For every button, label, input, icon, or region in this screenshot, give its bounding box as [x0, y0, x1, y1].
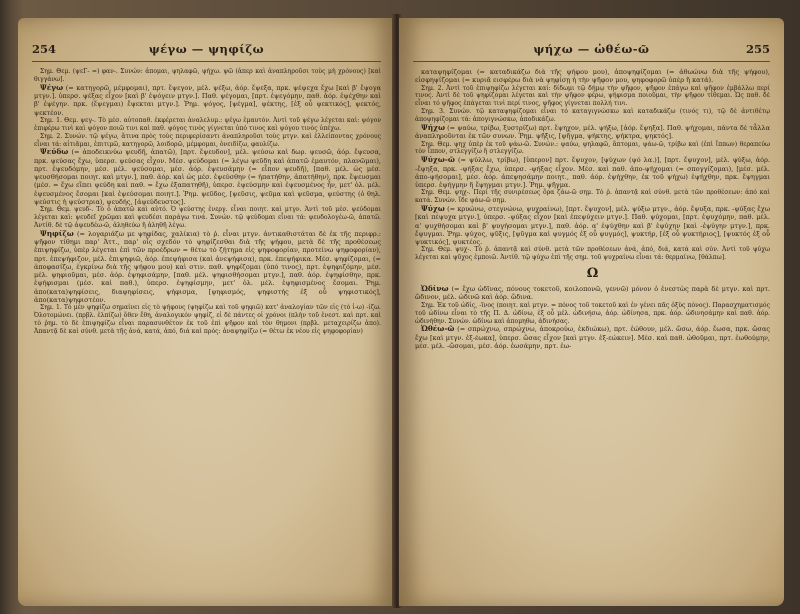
paragraph-text: (= ψαύω, τρίβω, ξυστρίζω) πρτ. ἔψηχον, μέλ. ψήξω, [ἀόρ. ἔψηξα]. Παθ. ψήχομαι, πάντα δὲ τἆλλα ἀναπληροῦνται ἐκ τῶν συνων. Ῥημ. ψῆξις, [ψῆγμα, ψήκτης, ψήκτρα, ψηκτός].	[415, 124, 770, 141]
dictionary-entry	[34, 230, 381, 304]
entry-headword: Ψύχω	[421, 204, 445, 214]
entry-headword: Ψέγω	[40, 82, 64, 92]
dictionary-entry	[415, 124, 770, 141]
paragraph-text: Σημ. Θεμ. ψευδ-. Τὸ ὁ ἀπατῶ καὶ αὐτό. Ὁ ψεύστης ἐνεργ. εἶναι ποιητ. καὶ μτγν. Ἀντὶ τοῦ μέσ. ψεύδομαι λέγεται καὶ: ψευδεῖ χρῶμαι καὶ ψευδέσι παράγω τινά. Συνών. τῷ ψεύδομαι εἶναι τά: ψευδολογέω-ῶ, ἀπατῶ. Ἀντίθ. δὲ τῷ ἀψευδέω-ῶ, ἀληθεύω ἢ ἀληθῆ λέγω.	[34, 206, 381, 229]
entry-note	[34, 206, 381, 230]
left-header-rule	[32, 61, 381, 62]
entry-note	[415, 141, 770, 157]
right-page-header	[413, 42, 770, 62]
right-page-number: 255	[745, 42, 770, 56]
right-header-rule	[413, 61, 770, 62]
entry-note	[415, 108, 770, 124]
left-page	[18, 18, 395, 606]
entry-headword: Ψύχω-ῶ	[421, 155, 455, 165]
paragraph-text: Σημ. 2. Συνών. τῷ ψέγω, ἄτινα πρὸς τοὺς περιφερίσαντι ἀναπληροῦσι τοὺς μτγν. καὶ ἐλλείποντας χρόνους εἶναι τά: αἰτιᾶμαι, ἐπιτιμῶ, κατηγορῶ, λοιδορῶ, μέμφομαι, ὀνειδίζω, φαυλίζω.	[34, 132, 381, 148]
section-letter-heading: Ω	[586, 266, 599, 282]
dictionary-entry	[415, 285, 770, 302]
entry-note	[34, 133, 381, 149]
left-page-number: 254	[32, 42, 57, 56]
paragraph-text: (= ἔχω ὠδῖνας, πόνους τοκετοῦ, κοιλοπονῶ, γεννῶ) μόνον ὁ ἐνεστὼς παρὰ δὲ μτγν. καὶ πρτ. ὤδινον, μέλ. ὠδινῶ καὶ ἀόρ. ὤδινα.	[415, 285, 770, 302]
left-running-head: ψέγω — ψηφίζω	[148, 42, 265, 56]
dictionary-entry	[415, 325, 770, 350]
paragraph-text: (= σπρώχνω, σπρώχνω, ἀποκρούω, ἐκδιώκω), πρτ. ἐώθουν, μέλ. ὤσω, ἀόρ. ἔωσα, πρκ. ὤσας ἔχω [καὶ μτγν. ἐξ-έωκα], ὑπερσ. ὤσας εἶχον [καὶ μτγν. ἐξ-εώκειν]. Μέσ. καὶ παθ. ὠθοῦμαι, πρτ. ἐωθούμην, μέσ. μέλ. -ὤσομαι, μέσ. ἀόρ. ἐωσάμην, πρτ. ἐω-	[415, 325, 770, 350]
paragraph-text: Σημ. Θεμ. ψηχ-. Περί τῆς συνιρέσεως ὅρα ζάω-ῶ σημ. Τὸ ῥ. ἁπαντᾷ καὶ σύνθ. μετὰ τῶν προθέσεων: ἀπό καὶ κατά. Συνών. ἴδε ψάω-ῶ σημ.	[415, 189, 770, 205]
entry-note	[34, 304, 381, 336]
dictionary-entry	[415, 205, 770, 246]
paragraph-text: (= λογαριάζω με ψηφίδας, χαλίκια) τὸ ῥ. εἶναι μτγν. ἀντικαθιστάται δὲ ἐκ τῆς περιφρ.: ψῆφον τίθημι παρ' Ἀττ., παρ' οἷς σχεδόν τὸ ψηφίζεσθαι διὰ τῆς ψήφου, μετὰ δὲ τῆς προθέσεως ἐπιψηφίζω, ὑπὲρ λέγεται ἐπὶ τῶν προέδρων = θέτω τὸ ζήτημα εἰς ψηφοφορίαν, προτείνω ψηφοφορίαν), πρτ. ἐπεψήφιζον, μέλ. ἐπιψηφιῶ, ἀόρ. ἐπεψήφισα (καὶ ἀνεψήφισα), πρκ. ἐπεψήφικα. Μέσ. ψηφίζομαι, (= ἀποφασίζω, ἐγκρίνω διὰ τῆς ψήφου μου) καὶ στιν. παθ. ψηφίζομαι (ὑπό τινος), πρτ. ἐψηφιζόμην, μέσ. μέλ. ψηφιοῦμαι, μέσ. ἀόρ. ἐψηφισάμην, [παθ. μέλ. ψηφισθήσομαι μτγν.], παθ. ἀόρ. ἐψηφίσθην, πρκ. ἐψήφισμαι (μέσ. καὶ παθ.), ὑπερσ. ἐψηφίσμην, μετ' ὀλ. μέλ. ἐψηφισμένος ἔσομαι. Ῥημ. ἀπο(κατα)ψηφίσεις, διαψηφίσεις, ψήφισμα, [ψηφισμός, ψηφιστής ἐξ οὗ ψηφιστικός], ἀπο(κατα)ψηφιστέον.	[34, 229, 381, 304]
paragraph-text: Σημ. Θεμ. ψηχ ὑπὲρ ἐκ τοῦ ψάω-ῶ. Συνών.: ψαύω, ψηλαφῶ, ἅπτομαι, ψάω-ῶ, τρίβω καὶ (ἐπὶ ἵππων) θεραπεύω τὸν ἵππον, στλεγγίζω ἢ στλεγγίζω.	[415, 140, 770, 156]
entry-note	[415, 189, 770, 205]
entry-headword: Ψεύδω	[40, 147, 69, 157]
text-paragraph	[415, 68, 770, 85]
entry-headword: Ψήχω	[421, 123, 446, 133]
entry-note	[34, 68, 381, 84]
paragraph-text: (= κατηγορῶ, μέμφομαι), πρτ. ἔψεγον, μέλ. ψέξω, ἀόρ. ἔψεξα, πρκ. ψέψεχα ἔχω [καὶ β' ἔψογα μτγν.]. ὑπερσ. ψέξας εἶχον [καὶ β' ἐψόγειν μτγν.]. Παθ. ψέγομαι, [πρτ. ἐψεγόμην, παθ. ἀόρ. ἐψέχθην καὶ β' ἐψέγην. πρκ. (ἔψεγμαι) ἔψεκται μτγν.]. Ῥημ. ψόγος, [ψέγμα], ψέκτης, [ἐξ οὗ ψεκτικός], ψεκτός, ψεκτέον.	[34, 83, 381, 117]
entry-note	[415, 85, 770, 109]
paragraph-text: Σημ. 1. Θεμ. ψεγ-. Τὸ μέσ. αὐτοπαθ. ἐκφέρεται ἀναλελυμ.: ψέγω ἐμαυτόν. Ἀντὶ τοῦ ψέγω λέγεται καὶ: ψόγον ἐπιφέρω τινὶ καὶ ψόγον ποιῶ τινι καὶ παθ. ψόγος τινὸς γίγνεται ὑπό τινος καὶ ψόγου τινὸς ὑπέχω.	[34, 116, 381, 132]
paragraph-text: Σημ. 1. Τὸ μὲν ψηφίζω σημαίνει εἰς τὸ ψήφους (ψηφίζω καὶ τοῦ ψηφιῶ) κατ' ἀναλογίαν τῶν εἰς (τὸ ἰ-ω) -ίζω. Ὀλοτομώνει. (πρβλ. ἐλπίζω) ὅθεν ἔθη, ἀναλογικόν ψηφίζ, εἰ δὲ πάντες οἱ χρόνοι (πλὴν τοῦ ἐνεστ. καὶ πρτ. καὶ τὸ ῥημ. τὸ δὲ ἐπιψηφίζω εἶναι παρασυνθέτον ἐκ τοῦ ἐπὶ ψῆφον καὶ τὸν θημονι (πρβλ. μεταχειρίζω ἀπο). Ἀπαντᾷ δὲ καὶ σύνθ. μετὰ τῆς ἀνά, κατά, ἀπό, διά καὶ πρός: ἀναψηφίζω (= θέτω ἐκ νέου εἰς ψηφοφορίαν)	[34, 304, 381, 335]
entry-note	[415, 302, 770, 326]
right-page-body	[415, 68, 770, 596]
left-page-header	[32, 42, 381, 62]
entry-note	[34, 117, 381, 133]
dictionary-entry	[34, 148, 381, 206]
entry-headword: Ὠθέω-ῶ	[421, 324, 455, 334]
paragraph-text: Σημ. Ἐκ τοῦ ὠδίς, -ῖνος (ποιητ. καὶ μτγν. = πόνος τοῦ τοκετοῦ καὶ ἐν γένει πᾶς ὀξὺς πόνος). Παρασχηματισμός τοῦ ὠδίνω εἶναι τὸ τῆς Π. Δ. ὠδίνω, ἐξ οὗ μέλ. ὠδινήσω, ἀόρ. ὠδίνησα, πρκ. ἀόρ. ὠδινησάμην καὶ παθ. ἀόρ. ὠδινήθην. Συνών. ὠδίνω καὶ ἀπομηθω, ἀδινήσας.	[415, 301, 770, 325]
paragraph-text: Σημ. Θεμ. ψυχ-. Τὸ ῥ. ἁπαντᾷ καὶ σύνθ. μετὰ τῶν προθέσεων ἀνά, ἀπό, διά, κατά καὶ σύν. Ἀντὶ τοῦ ψύχω λέγεται καὶ ψῦχος ἐμποιῶ. Ἀντίθ. τῷ ψύχω ἐπὶ τῆς σημ. τοῦ ψυχραίνω εἶναι τά: θερμαίνω, [θάλπω].	[415, 246, 770, 262]
dictionary-entry	[415, 156, 770, 189]
right-page	[399, 18, 784, 606]
paragraph-text: (= κρυώνω, στεγνώνω, ψυχραίνω), [πρτ. ἔψυχον], μέλ. ψύξω μτγν., ἀόρ. ἔψυξα, πρκ. -ψύξας ἔχω [καὶ πέψυχα μτγν.], ὑπερσ. -ψύξας εἶχον [καὶ ἐπεψύχειν μτγν.]. Παθ. ψύχομαι, [πρτ. ἐψυχόμην, παθ. μέλ. α' ψυχθήσομαι καὶ β' ψυγήσομαι μτγν.], παθ. ἀόρ. α' ἐψύχθην καὶ β' ἐψύχην [καὶ -ἐψύγην μτγν.], πρκ. ἔψυγμαι. Ῥημ. ψύχος, ψῦξις, [ψῦγμα καὶ ψυγμός ἐξ οὗ ψυγμός], ψυκτήρ, [ἐξ οὗ ψυκτήριος], [ψυκτός ἐξ οὗ ψυκτικός], ψυκτέος.	[415, 205, 770, 247]
left-page-body	[34, 68, 381, 596]
paragraph-text: Σημ. 3. Συνών. τῷ καταψηφίζομαι εἶναι τό καταγιγνώσκω καὶ καταδικάζω (τινός τι), τῷ δὲ ἀντιθέτῳ ἀποψηφίζομαι τά: ἀπογιγνώσκω, ἀποδικάζω.	[415, 108, 770, 124]
paragraph-text: καταψηφίζομαι (= καταδικάζω διὰ τῆς ψήφου μου), ἀποψηφίζομαι (= ἀθωώνω διὰ τῆς ψήφου), εἰσφηψίζομαι (= κυριᾶ εισφέρω διὰ νὰ ψηφίσῃ ἡ τὴν ψῆφον μου, ψηφοφορῶ ὑπὲρ ἢ κατά).	[415, 68, 770, 85]
paragraph-text: Σημ. 2. Ἀντὶ τοῦ ἐπιψηφίζω λέγεται καί: δίδωμι τῷ δήμῳ τὴν ψῆφον, ψῆφον ἐπάγω καὶ ψῆφον ἐμβάλλω περί τινος. Ἀντὶ δὲ τοῦ ψηφίζομαι λέγεται καὶ τὴν ψῆφον φέρω, ψήφισμα ποιοῦμαι, τὴν ψῆφον τίθεμαι. Ὡς παθ. δὲ εἶναι τό ψῆφος ἐπάγεται τινὶ περί τινος, ψῆφος γίγνεται πολλή τινι.	[415, 84, 770, 108]
paragraph-text: (= ἀποδεικνύω ψευδῆ, ἀπατῶ), [πρτ. ἔψευδον], μέλ. ψεύσω καὶ δωρ. ψευσῶ, ἀόρ. ἔψευσα, πρκ. ψεύσας ἔχω, ὑπερσ. ψεύσας εἶχον. Μέσ. ψεύδομαι (= λέγω ψεῦδη καὶ ἀπατῶ ἐμαυτόν, πλανῶμαι), πρτ. ἐψευδόμην, μέσ. μέλ. ψεύσομαι, μέσ. ἀόρ. ἐψευσάμην (= εἶπον ψευδῆ), [παθ. μέλ. ὡς μέσ. ψευσθήσομαι ποιητ. καὶ μτγν.], παθ. ἀόρ. καὶ ὡς μέσ. ἐψεύσθην (= ἠπατήθην, ἀπατήθην), πρκ. ἔψευσμαι (μέσ. = ἔχω εἴπει ψεύδη καὶ παθ. = ἔχω ἐξαπατηθῆ), ὑπερσ. ἐψεύσμην καὶ ἐψευσμένος ἦν, μετ' ὀλ. μέλ. ἐψευσμένος ἔσομαι [καὶ ἐψεύσομαι ποιητ.]. Ῥημ. ψεῦδος, [ψεῦσις, ψεῦμα καὶ ψεῦσμα, ψεύστης (ὁ θηλ. ψεύστις ἡ ψεύστρια), ψευδής, [ἀψεύδευστος].	[34, 148, 381, 206]
entry-headword: Ψηφίζω	[40, 228, 74, 238]
right-running-head: ψήχω — ὠθέω-ῶ	[533, 42, 650, 56]
entry-note	[415, 246, 770, 262]
dictionary-entry	[34, 84, 381, 117]
paragraph-text: (= ψύλλω, τρίβω), [ὑπερον] πρτ. ἔψυχον, [ψύχων (ψό λα.)], [πρτ. ἔψυχον], μέλ. ψύξω, ἀόρ. -ἔψηξα, πρκ. -ψήξας ἔχω, ὑπερσ. -ψήξας εἶχον. Μέσ. καὶ παθ. ἀπο-ψήχομαι (= σπογγίζομαι), [μέσ. μέλ. ἀπο-ψήσομαι], μέσ. ἀόρ. ἀπεψησάμην ποιητ., παθ. ἀόρ. ἐψήχθην, ἐκ τοῦ ψήχω) ἐψήχθην, πρκ. ἔψηγμαι ὑπερσ. ἐψήγμην ἢ ἔψηγμαι μτγν.]. Ῥημ. ψῆγμα.	[415, 156, 770, 190]
paragraph-text: Σημ. Θεμ. (ψεΓ- =) φαν-. Συνών: ἀπομαι, ψηλαφῶ, ψήχω. ψῶ (ἀπερ καὶ ἀναπληροῦσι τοὺς μὴ χρόνους) [καὶ θιγγάνω].	[34, 68, 381, 83]
entry-headword: Ὠδίνω	[421, 284, 449, 294]
